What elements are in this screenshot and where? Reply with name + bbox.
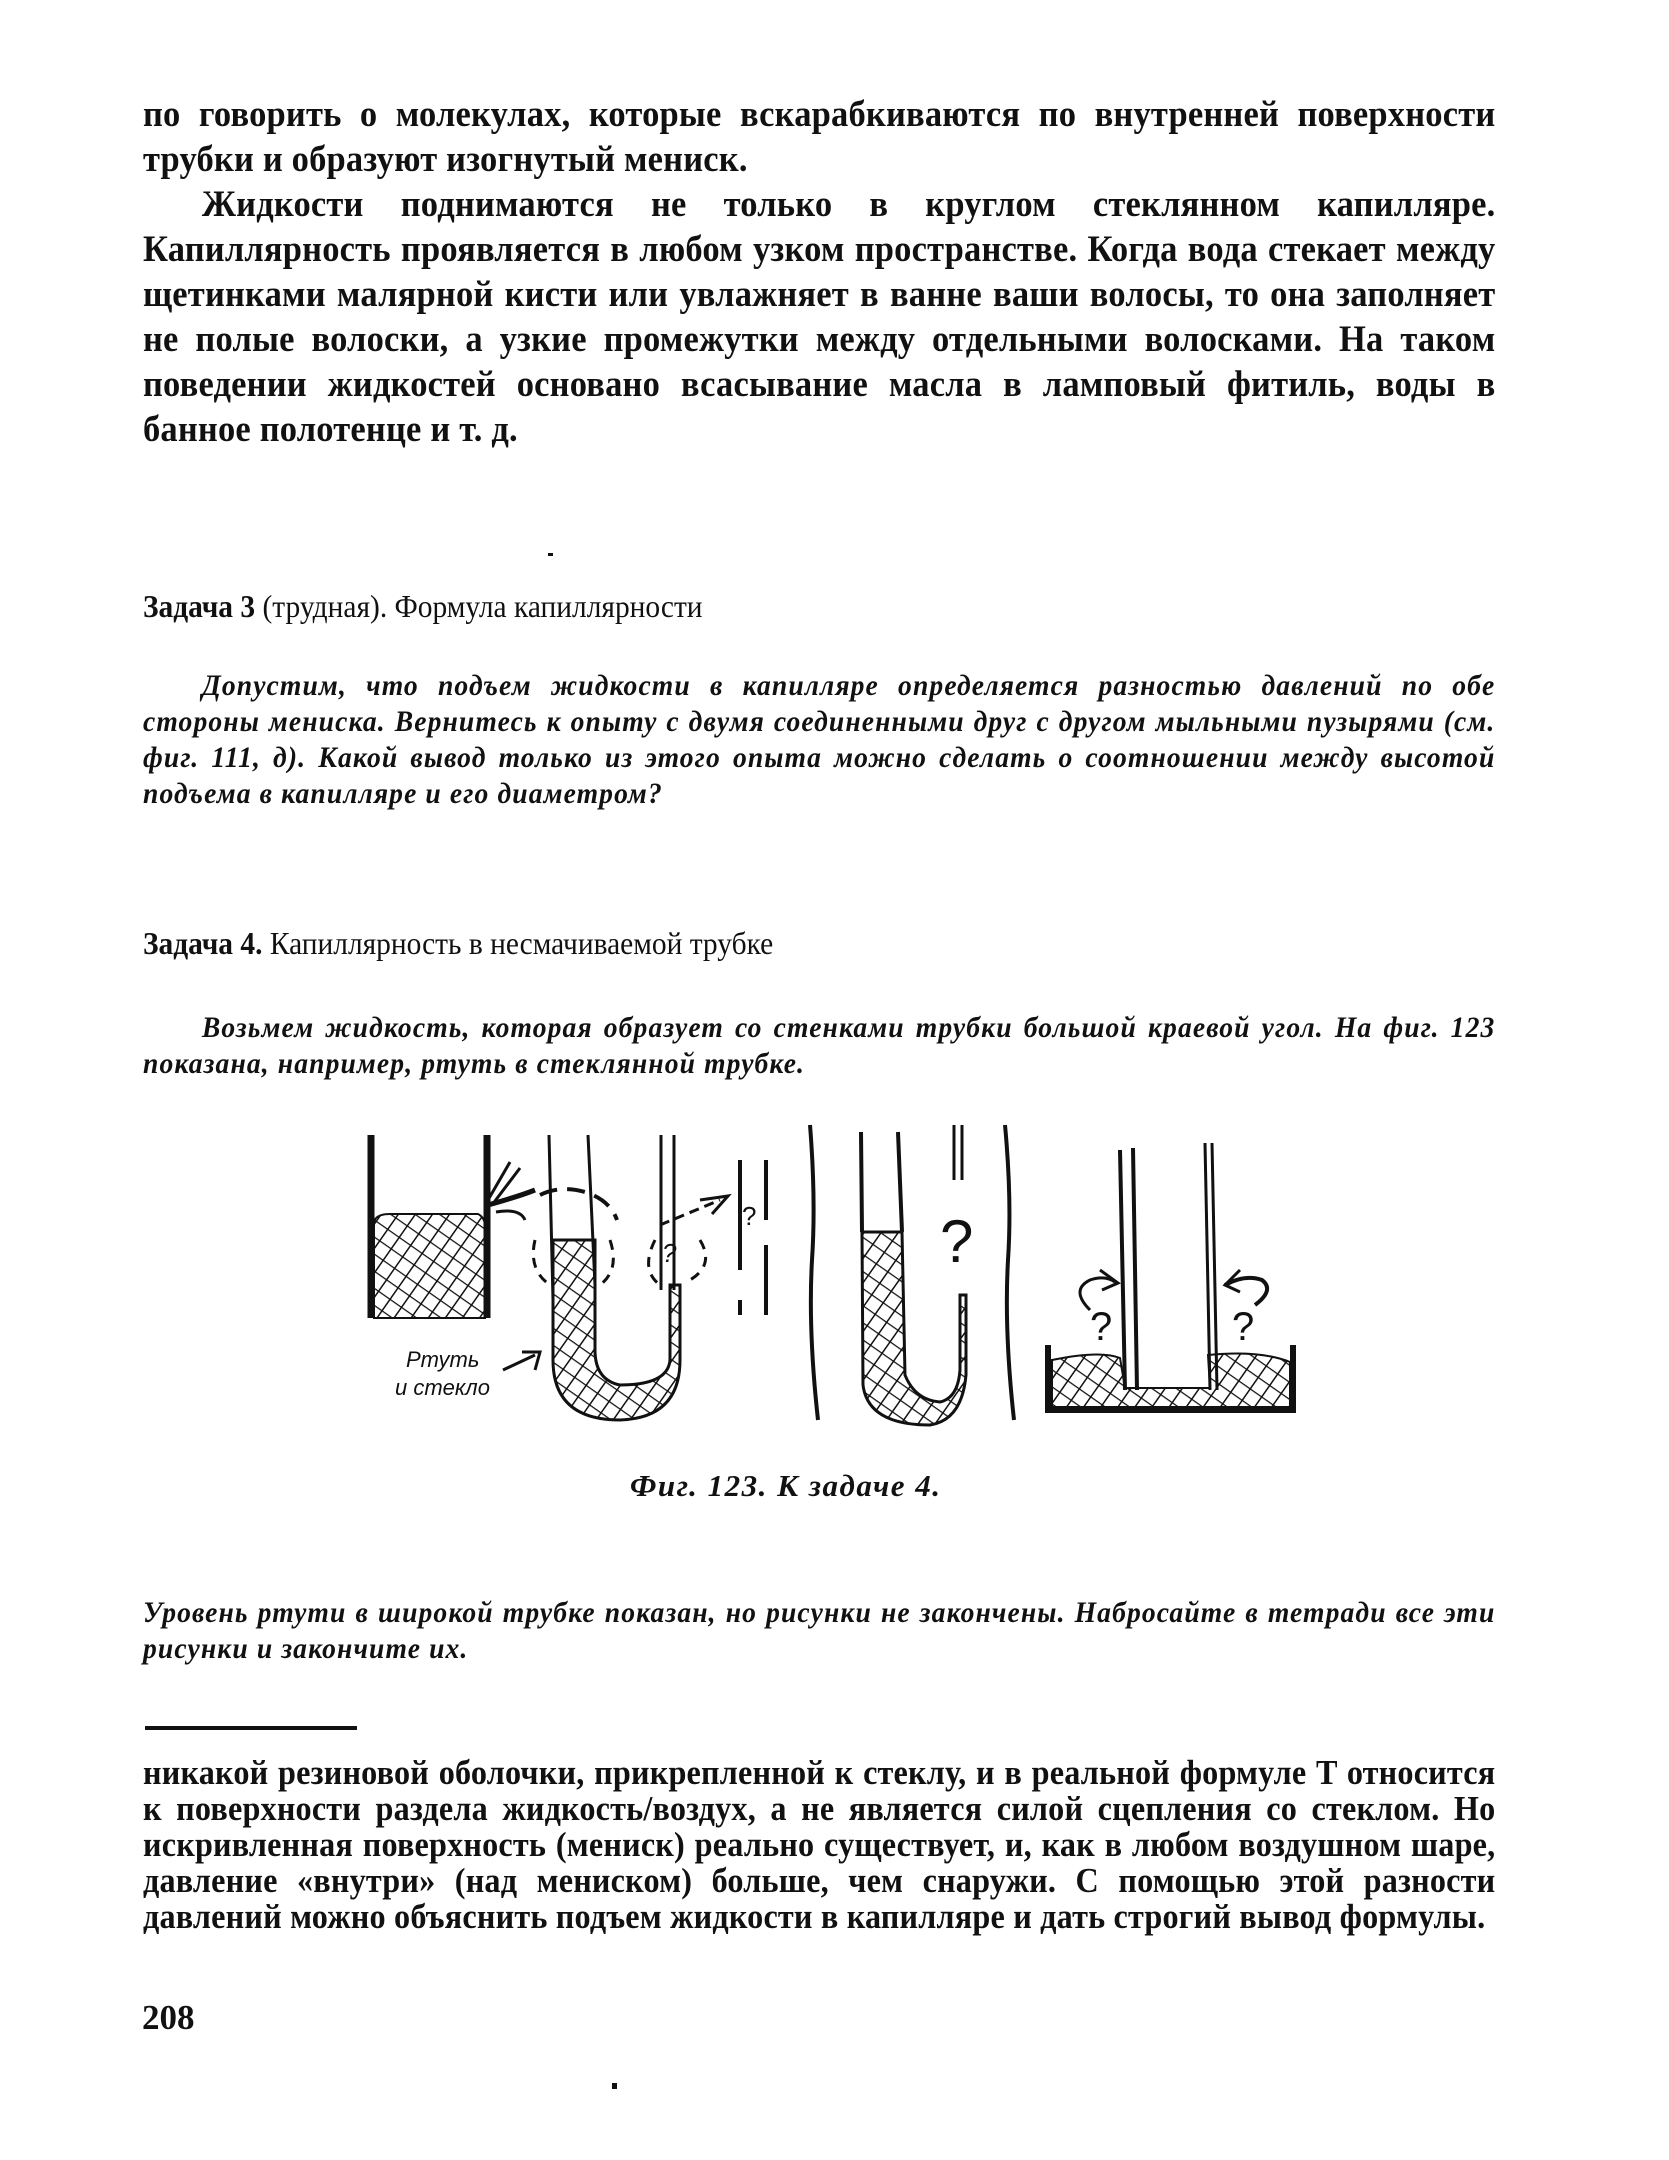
question-mark: ?: [940, 1208, 974, 1275]
wide-beaker: [371, 1135, 535, 1318]
task4-body: Возьмем жидкость, которая образует со стенками трубки большой краевой угол. На фиг. 123 показана, например, ртуть в стеклянной трубке.: [143, 1011, 1496, 1080]
task3-body: Допустим, что подъем жидкости в капилляре определяется разностью давлений по обе стороны мениска. Вернитесь к опыту с двумя соединенными друг с другом мыльными пузырями (см. фиг. 111, д). Какой вывод только из этого опыта можно сделать о соотношении между высотой подъема в капилляре и его диаметром?: [143, 669, 1496, 810]
u-tube-left: [503, 1135, 766, 1420]
question-mark: ?: [662, 1238, 677, 1268]
task4-title: Капиллярность в несмачиваемой трубке: [269, 925, 774, 961]
paragraph-capillarity: Жидкости поднимаются не только в круглом стеклянном капилляре. Капиллярность проявляется в любом узком пространстве. Когда вода стекает между щетинками малярной кисти или увлажняет в ванне ваши волосы, то она заполняет не полые волоски, а узкие промежутки между отдельными волосками. На таком поведении жидкостей основано всасывание масла в ламповый фитиль, воды в банное полотенце и т. д.: [143, 184, 1496, 450]
task3-label: Задача 3: [143, 588, 256, 624]
task3-qualifier: (трудная).: [262, 588, 388, 624]
u-tube-right: [861, 1125, 973, 1425]
separator-line: [1005, 1125, 1014, 1420]
print-speck: [612, 2083, 617, 2089]
figure-label-glass: и стекло: [395, 1375, 490, 1400]
task4-instruction: Уровень ртути в широкой трубке показан, но рисунки не закончены. Набросайте в тетради все эти рисунки и закончите их.: [143, 1596, 1496, 1665]
figure-caption: Фиг. 123. К задаче 4.: [630, 1468, 942, 1503]
footnote-text: никакой резиновой оболочки, прикрепленной к стеклу, и в реальной формуле T относится к поверхности раздела жидкость/воздух, а не является силой сцепления со стеклом. Но искривленная поверхность (мениск) реально существует, и, как в любом воздушном шаре, давление «внутри» (над мениском) больше, чем снаружи. С помощью этой разности давлений можно объяснить подъем жидкости в капилляре и дать строгий вывод формулы.: [143, 1753, 1496, 1936]
dish-with-capillaries: [1048, 1143, 1293, 1410]
paragraph-continuation: по говорить о молекулах, которые вскарабкиваются по внутренней поверхности трубки и образуют изогнутый мениск.: [143, 94, 1496, 180]
figure-label-mercury: Ртуть: [406, 1347, 480, 1372]
question-mark: ?: [1090, 1305, 1113, 1349]
question-mark: ?: [1232, 1305, 1255, 1349]
question-mark: ?: [742, 1201, 757, 1231]
separator-line: [810, 1125, 818, 1420]
task3-title: Формула капиллярности: [394, 588, 703, 624]
footnote-divider: [145, 1726, 357, 1730]
page-number: 208: [142, 1998, 195, 2037]
task4-label: Задача 4.: [143, 925, 263, 961]
